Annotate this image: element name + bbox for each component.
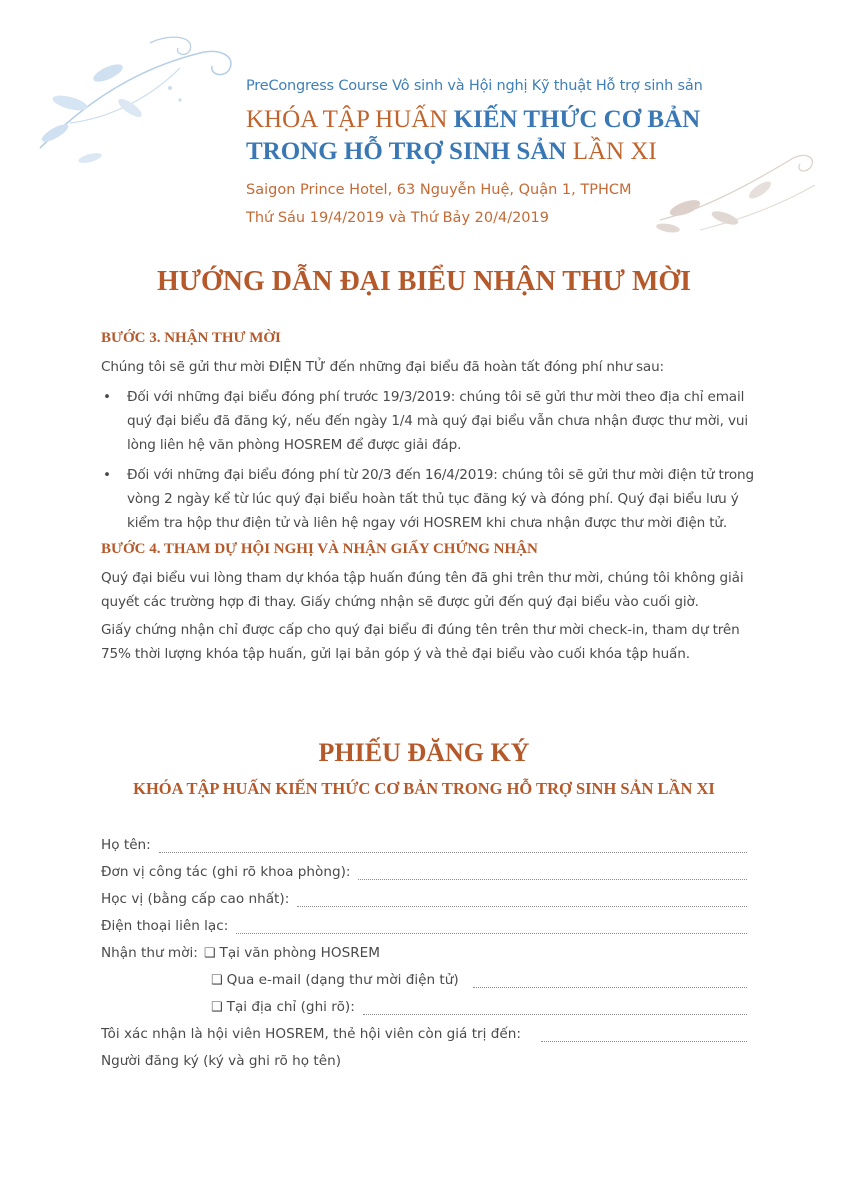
degree-field[interactable] [297, 890, 747, 907]
option-office-label: Tại văn phòng HOSREM [219, 945, 380, 961]
signer-label: Người đăng ký (ký và ghi rõ họ tên) [101, 1053, 341, 1069]
email-field[interactable] [473, 971, 747, 988]
signer-row [101, 1042, 747, 1069]
option-email-label: Qua e-mail (dạng thư mời điện tử) [226, 972, 459, 988]
floral-ornament-left [30, 28, 260, 178]
dates-line: Thứ Sáu 19/4/2019 và Thứ Bảy 20/4/2019 [246, 210, 549, 226]
workplace-field[interactable] [358, 863, 747, 880]
phone-label: Điện thoại liên lạc: [101, 918, 229, 934]
email-option-row [101, 961, 747, 988]
member-label: Tôi xác nhận là hội viên HOSREM, thẻ hội viên còn giá trị đến: [101, 1026, 521, 1042]
precongress-line: PreCongress Course Vô sinh và Hội nghị Kỹ thuật Hỗ trợ sinh sản [246, 78, 703, 94]
page-title: HƯỚNG DẪN ĐẠI BIỂU NHẬN THƯ MỜI [156, 266, 692, 297]
workplace-row [101, 853, 747, 880]
bullet-icon: • [103, 467, 111, 483]
address-field[interactable] [363, 998, 747, 1015]
workplace-label: Đơn vị công tác (ghi rõ khoa phòng): [101, 864, 351, 880]
course-title-line-1: KHÓA TẬP HUẤN KIẾN THỨC CƠ BẢN [246, 106, 701, 133]
member-row [101, 1015, 747, 1042]
member-expiry-field[interactable] [541, 1025, 747, 1042]
checkbox-icon[interactable]: ❑ [211, 973, 223, 988]
form-title: PHIẾU ĐĂNG KÝ [318, 738, 530, 767]
venue-line: Saigon Prince Hotel, 63 Nguyễn Huệ, Quận 1, TPHCM [246, 182, 632, 198]
step3-heading: BƯỚC 3. NHẬN THƯ MỜI [101, 330, 281, 346]
list-item: • Đối với những đại biểu đóng phí từ 20/3 đến 16/4/2019: chúng tôi sẽ gửi thư mời điện tử trong vòng 2 ngày kể từ lúc quý đại biểu hoàn tất thủ tục đăng ký và đóng phí. Quý đại biểu lưu ý kiểm tra hộp thư điện tử và liên hệ ngay với HOSREM khi chưa nhận được thư mời điện tử. [101, 463, 761, 535]
degree-label: Học vị (bằng cấp cao nhất): [101, 891, 290, 907]
course-title-line-2: TRONG HỖ TRỢ SINH SẢN LẦN XI [246, 138, 657, 165]
registration-form [101, 826, 747, 1069]
address-option-row [101, 988, 747, 1015]
form-subtitle: KHÓA TẬP HUẤN KIẾN THỨC CƠ BẢN TRONG HỖ TRỢ SINH SẢN LẦN XI [133, 779, 715, 798]
checkbox-icon[interactable]: ❑ [203, 946, 216, 961]
option-address-label: Tại địa chỉ (ghi rõ): [226, 999, 355, 1015]
phone-row [101, 907, 747, 934]
step4-paragraph-2: Giấy chứng nhận chỉ được cấp cho quý đại biểu đi đúng tên trên thư mời check-in, tham dự trên 75% thời lượng khóa tập huấn, gửi lại bản góp ý và thẻ đại biểu vào cuối khóa tập huấn. [101, 622, 740, 662]
checkbox-icon[interactable]: ❑ [211, 1000, 223, 1015]
guide-content [101, 330, 761, 666]
receive-row [101, 934, 747, 961]
event-header [246, 78, 806, 226]
step4-paragraph-1: Quý đại biểu vui lòng tham dự khóa tập huấn đúng tên đã ghi trên thư mời, chúng tôi không giải quyết các trường hợp đi thay. Giấy chứng nhận sẽ được gửi đến quý đại biểu vào cuối giờ. [101, 570, 744, 610]
name-field[interactable] [159, 836, 747, 853]
phone-field[interactable] [236, 917, 747, 934]
list-item: • Đối với những đại biểu đóng phí trước 19/3/2019: chúng tôi sẽ gửi thư mời theo địa chỉ email quý đại biểu đã đăng ký, nếu đến ngày 1/4 mà quý đại biểu vẫn chưa nhận được thư mời, vui lòng liên hệ văn phòng HOSREM để được giải đáp. [101, 385, 761, 457]
bullet-icon: • [103, 389, 111, 405]
name-row [101, 826, 747, 853]
step3-intro: Chúng tôi sẽ gửi thư mời ĐIỆN TỬ đến những đại biểu đã hoàn tất đóng phí như sau: [101, 359, 664, 375]
degree-row [101, 880, 747, 907]
receive-label: Nhận thư mời: [101, 945, 198, 961]
name-label: Họ tên: [101, 837, 151, 853]
step3-bullet-list [101, 385, 761, 535]
step4-heading: BƯỚC 4. THAM DỰ HỘI NGHỊ VÀ NHẬN GIẤY CHỨNG NHẬN [101, 541, 538, 557]
